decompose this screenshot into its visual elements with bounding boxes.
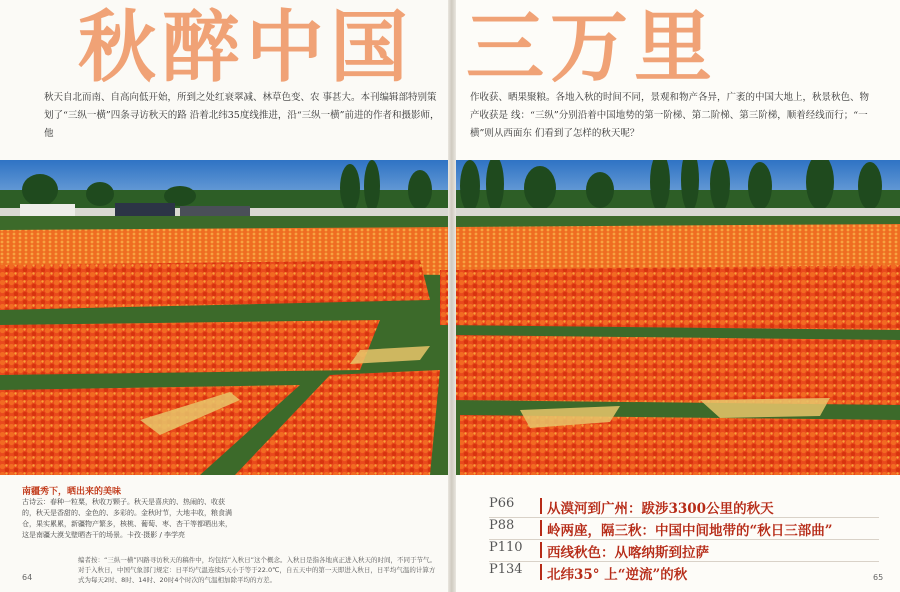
toc-page-code: P66 xyxy=(489,496,515,511)
photo-caption-title: 南疆秀下，晒出来的美味 xyxy=(22,487,122,497)
intro-left: 秋天自北而南、自高向低开始，所到之处红衰翠减、林草色变、农 事甚大。本刊编辑部特别策划了“三纵一横”四条寻访秋天的路 沿着北纬35度线推进，沿“三纵一横”前进的作者和摄影师，他 xyxy=(44,92,440,139)
photo-caption: 古诗云：春种一粒粟，秋收万颗子。秋天是喜庆的、热闹的、收获的，秋天是香甜的、金色的、多彩的。金秋时节，大地丰收，粮食满仓，果实累累，新疆物产繁多，核桃、葡萄、枣、杏干等都晒出来，这是南疆大漠戈壁晒杏干的场景。卡孜·摄影 / 李学亮 xyxy=(22,498,232,539)
toc-entry[interactable] xyxy=(489,562,889,584)
toc-page-code: P88 xyxy=(489,518,515,533)
page-number-left: 64 xyxy=(22,573,33,582)
table-of-contents xyxy=(489,496,889,584)
toc-divider xyxy=(540,564,542,580)
toc-entry[interactable] xyxy=(489,496,889,518)
title-left: 秋醉中国 xyxy=(78,2,415,93)
toc-divider xyxy=(540,520,542,536)
toc-page-code: P134 xyxy=(489,562,523,577)
toc-divider xyxy=(540,542,542,558)
toc-title: 北纬35° 上“逆流”的秋 xyxy=(547,567,688,583)
toc-title: 岭两座，隔三秋：中国中间地带的“秋日三部曲” xyxy=(547,523,833,539)
toc-title: 西线秋色：从喀纳斯到拉萨 xyxy=(547,545,709,561)
toc-page-code: P110 xyxy=(489,540,523,555)
toc-entry[interactable] xyxy=(489,518,889,540)
page-number-right: 65 xyxy=(873,573,884,582)
editor-note: 编者按：“三纵一横”四路寻访秋天的稿件中，均包括“入秋日”这个概念。入秋日是指各地真正进入秋天的时间，不同于节气。 对于入秋日，中国气象部门规定：日平均气温连续5天小于等于22.0℃，自五天中的第一天即进入秋日，日平均气温的计算方式为每天2时、8时、14时、20时4个时次的气温相加除平均的方差。 xyxy=(78,556,436,584)
toc-title: 从漠河到广州：跋涉3300公里的秋天 xyxy=(547,501,774,517)
title-right: 三万里 xyxy=(466,2,719,93)
toc-divider xyxy=(540,498,542,514)
toc-entry[interactable] xyxy=(489,540,889,562)
intro-right: 作收获、晒果聚粮。各地入秋的时间不同，景观和物产各异，广袤的中国大地上，秋景秋色、物产收获是 线：“三纵”分别沿着中国地势的第一阶梯、第二阶梯、第三阶梯，顺着经线而行；“一横”则从西面东 们看到了怎样的秋天呢？ xyxy=(470,92,870,139)
page-gutter xyxy=(448,0,456,592)
